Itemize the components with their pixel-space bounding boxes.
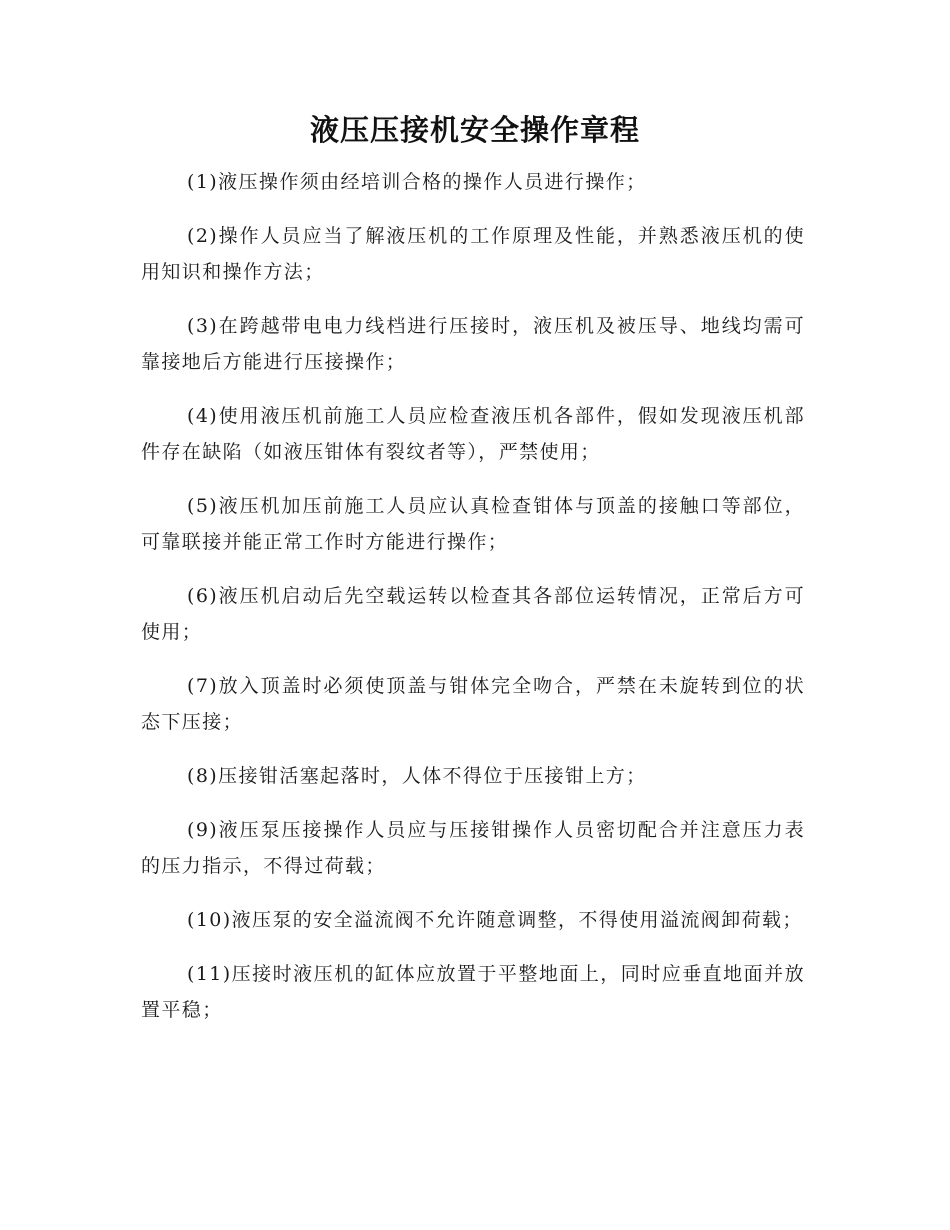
paragraph-11: (11)压接时液压机的缸体应放置于平整地面上，同时应垂直地面并放置平稳；	[141, 963, 805, 1021]
paragraph-6: (6)液压机启动后先空载运转以检查其各部位运转情况，正常后方可使用；	[141, 585, 805, 643]
document-body	[141, 164, 805, 1046]
paragraph-9: (9)液压泵压接操作人员应与压接钳操作人员密切配合并注意压力表的压力指示，不得过荷载；	[141, 819, 805, 877]
paragraph-7: (7)放入顶盖时必须使顶盖与钳体完全吻合，严禁在未旋转到位的状态下压接；	[141, 675, 805, 733]
paragraph-3: (3)在跨越带电电力线档进行压接时，液压机及被压导、地线均需可靠接地后方能进行压接操作；	[141, 315, 805, 373]
paragraph-8: (8)压接钳活塞起落时，人体不得位于压接钳上方；	[187, 765, 647, 787]
document-title: 液压压接机安全操作章程	[309, 113, 640, 147]
paragraph-5: (5)液压机加压前施工人员应认真检查钳体与顶盖的接触口等部位，可靠联接并能正常工作时方能进行操作；	[141, 495, 805, 553]
paragraph-1: (1)液压操作须由经培训合格的操作人员进行操作；	[187, 171, 647, 193]
paragraph-4: (4)使用液压机前施工人员应检查液压机各部件，假如发现液压机部件存在缺陷（如液压钳体有裂纹者等），严禁使用；	[141, 405, 805, 463]
paragraph-10: (10)液压泵的安全溢流阀不允许随意调整，不得使用溢流阀卸荷载；	[187, 909, 803, 931]
paragraph-2: (2)操作人员应当了解液压机的工作原理及性能，并熟悉液压机的使用知识和操作方法；	[141, 225, 805, 283]
